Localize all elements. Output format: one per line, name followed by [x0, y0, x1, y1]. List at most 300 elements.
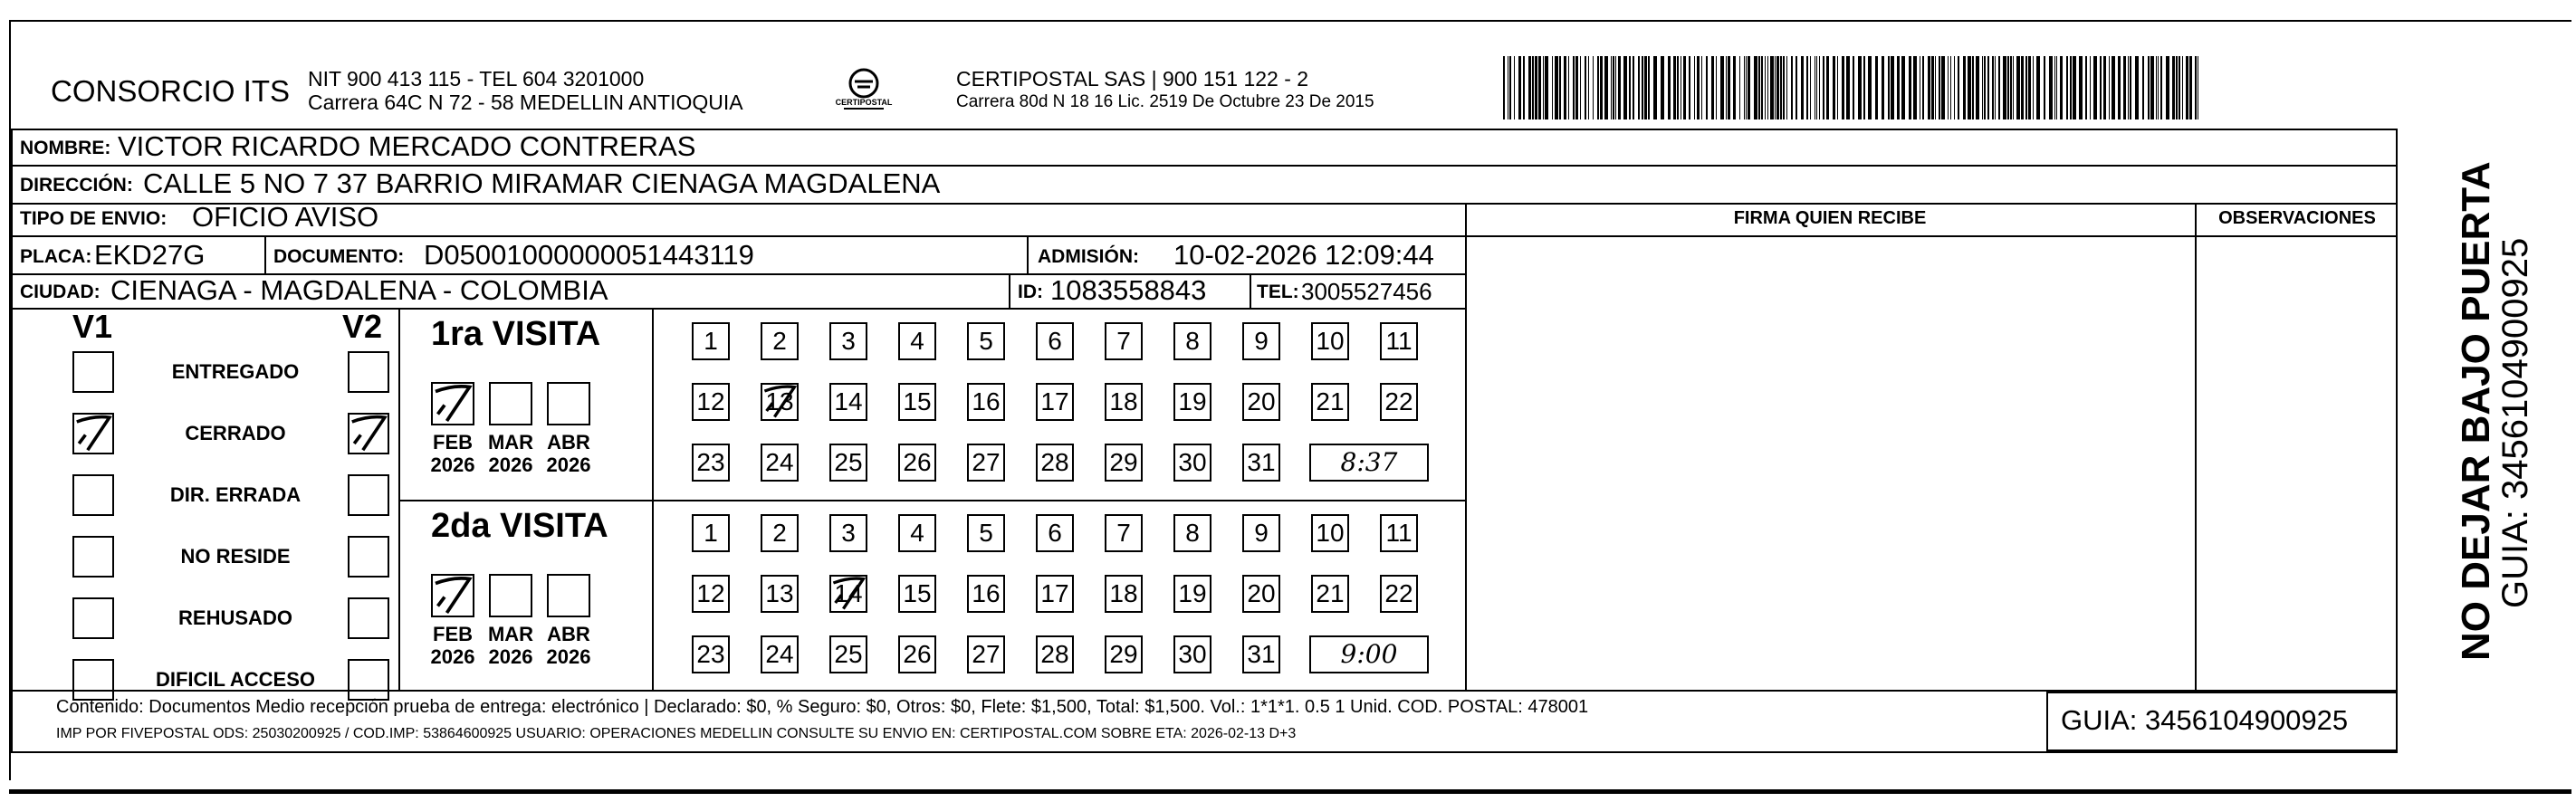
barcode-bar: [2195, 56, 2197, 119]
check-mark-icon: [431, 380, 476, 425]
barcode-bar: [2156, 56, 2157, 119]
day-cell[interactable]: 19: [1173, 575, 1211, 613]
barcode-bar: [1644, 56, 1647, 119]
barcode-bar: [1733, 56, 1736, 119]
id-divider: [1009, 275, 1010, 308]
check-mark-icon: [72, 411, 116, 454]
barcode-bar: [1514, 56, 1515, 119]
barcode-bar: [2044, 56, 2045, 119]
barcode-bar: [2142, 56, 2144, 119]
barcode-bar: [2160, 56, 2162, 119]
month-checkbox[interactable]: [489, 574, 532, 617]
day-cell[interactable]: 26: [898, 635, 936, 673]
v2-checkbox[interactable]: [348, 597, 389, 639]
v2-checkbox[interactable]: [348, 474, 389, 516]
barcode-bar: [1758, 56, 1760, 119]
day-cell[interactable]: 20: [1242, 383, 1280, 421]
day-cell[interactable]: 17: [1036, 575, 1074, 613]
day-cell[interactable]: 26: [898, 444, 936, 482]
id-value: 1083558843: [1050, 274, 1207, 306]
day-cell[interactable]: 27: [967, 635, 1005, 673]
top-edge: [9, 20, 2571, 22]
barcode-bar: [1888, 56, 1890, 119]
barcode-bar: [1728, 56, 1730, 119]
barcode-bar: [1706, 56, 1708, 119]
barcode-bar: [1552, 56, 1553, 119]
day-cell[interactable]: 25: [829, 635, 867, 673]
nombre-value: VICTOR RICARDO MERCADO CONTRERAS: [118, 130, 696, 162]
status-label: DIFICIL ACCESO: [155, 668, 315, 691]
barcode-bar: [1931, 56, 1934, 119]
barcode-bar: [1909, 56, 1911, 119]
check-mark-icon: [431, 572, 476, 617]
time-box[interactable]: 9:00: [1309, 635, 1429, 673]
day-cell[interactable]: 30: [1173, 444, 1211, 482]
v2-checkbox[interactable]: [348, 413, 389, 454]
barcode-bar: [1597, 56, 1599, 119]
month-checkbox[interactable]: [431, 382, 474, 425]
barcode-bar: [1726, 56, 1727, 119]
side-guia: GUIA: 3456104900925: [2495, 237, 2535, 608]
check-mark-icon: [829, 573, 869, 613]
footer-line2: IMP POR FIVEPOSTAL ODS: 25030200925 / COD.IMP: 53864600925 USUARIO: OPERACIONES MEDELLIN CONSULTE SU ENVIO EN: CERTIPOSTAL.COM SOBRE ETA: 2026-02-13 D+3: [56, 726, 1297, 741]
month-checkbox[interactable]: [547, 382, 590, 425]
barcode-bar: [1984, 56, 1986, 119]
day-cell[interactable]: 15: [898, 383, 936, 421]
barcode-bar: [2070, 56, 2072, 119]
year-label: 2026: [430, 645, 475, 668]
barcode-bar: [1982, 56, 1983, 119]
row-line-5: [11, 308, 1465, 310]
barcode-bar: [1642, 56, 1643, 119]
day-cell[interactable]: 1: [692, 514, 730, 552]
day-cell[interactable]: 24: [761, 635, 799, 673]
barcode-bar: [1941, 56, 1945, 119]
company-line1: NIT 900 413 115 - TEL 604 3201000: [308, 67, 645, 91]
barcode-bar: [1958, 56, 1959, 119]
day-cell[interactable]: 15: [898, 575, 936, 613]
day-cell[interactable]: 2: [761, 514, 799, 552]
barcode-bar: [1935, 56, 1936, 119]
year-label: 2026: [430, 454, 475, 476]
v1-checkbox[interactable]: [72, 413, 114, 454]
footer-guia: GUIA: 3456104900925: [2061, 704, 2349, 736]
day-cell[interactable]: 31: [1242, 635, 1280, 673]
barcode-bar: [1780, 56, 1782, 119]
v1-checkbox[interactable]: [72, 474, 114, 516]
barcode-bar: [2085, 56, 2087, 119]
barcode-bar: [1819, 56, 1820, 119]
day-cell[interactable]: 5: [967, 322, 1005, 360]
day-cell[interactable]: 14: [829, 575, 867, 613]
barcode-bar: [1545, 56, 1548, 119]
day-cell[interactable]: 12: [692, 575, 730, 613]
barcode-bar: [2128, 56, 2129, 119]
barcode-bar: [2056, 56, 2057, 119]
visit-title: 1ra VISITA: [431, 315, 601, 353]
barcode-bar: [1668, 56, 1671, 119]
barcode-bar: [1575, 56, 1578, 119]
day-cell[interactable]: 16: [967, 575, 1005, 613]
barcode-bar: [2060, 56, 2063, 119]
barcode-bar: [1972, 56, 1974, 119]
day-cell[interactable]: 14: [829, 383, 867, 421]
side-notice: NO DEJAR BAJO PUERTA: [2454, 161, 2498, 661]
month-checkbox[interactable]: [547, 574, 590, 617]
placa-label: PLACA:: [20, 246, 92, 267]
day-cell[interactable]: 23: [692, 444, 730, 482]
barcode-bar: [1987, 56, 1989, 119]
barcode-bar: [1611, 56, 1612, 119]
day-cell[interactable]: 18: [1105, 575, 1143, 613]
day-cell[interactable]: 20: [1242, 575, 1280, 613]
barcode-bar: [1998, 56, 2000, 119]
day-cell[interactable]: 9: [1242, 322, 1280, 360]
barcode-bar: [1588, 56, 1589, 119]
barcode-bar: [1826, 56, 1829, 119]
v2-checkbox[interactable]: [348, 351, 389, 393]
v1-label: V1: [72, 308, 113, 345]
month-checkbox[interactable]: [489, 382, 532, 425]
day-cell[interactable]: 22: [1380, 575, 1418, 613]
company-name: CONSORCIO ITS: [51, 74, 291, 108]
barcode-bar: [1775, 56, 1776, 119]
barcode: [1503, 56, 2200, 119]
barcode-bar: [2148, 56, 2150, 119]
barcode-bar: [1863, 56, 1865, 119]
day-cell[interactable]: 22: [1380, 383, 1418, 421]
barcode-bar: [1580, 56, 1581, 119]
barcode-bar: [2186, 56, 2188, 119]
day-cell[interactable]: 29: [1105, 444, 1143, 482]
barcode-bar: [2182, 56, 2183, 119]
id-label: ID:: [1018, 282, 1043, 302]
row-line-3: [11, 235, 2398, 237]
month-label: FEB: [433, 431, 473, 454]
barcode-bar: [1833, 56, 1835, 119]
barcode-bar: [1503, 56, 1505, 119]
bottom-edge: [9, 789, 2571, 794]
tel-divider: [1250, 275, 1251, 308]
barcode-bar: [2073, 56, 2076, 119]
year-label: 2026: [488, 454, 533, 476]
barcode-bar: [1573, 56, 1575, 119]
barcode-bar: [1720, 56, 1724, 119]
barcode-bar: [1837, 56, 1838, 119]
tel-value: 3005527456: [1301, 278, 1432, 305]
barcode-bar: [1528, 56, 1531, 119]
day-cell[interactable]: 13: [761, 575, 799, 613]
status-label: DIR. ERRADA: [169, 483, 302, 506]
day-cell[interactable]: 10: [1311, 514, 1349, 552]
barcode-bar: [1600, 56, 1603, 119]
barcode-bar: [2010, 56, 2012, 119]
v1-checkbox[interactable]: [72, 597, 114, 639]
row-line-1: [11, 165, 2398, 167]
barcode-bar: [2013, 56, 2014, 119]
barcode-bar: [2028, 56, 2031, 119]
check-mark-icon: [761, 381, 800, 421]
barcode-bar: [1939, 56, 1940, 119]
logo-text: CERTIPOSTAL: [835, 98, 893, 107]
barcode-bar: [1694, 56, 1695, 119]
v1-checkbox[interactable]: [72, 351, 114, 393]
barcode-bar: [1816, 56, 1817, 119]
barcode-bar: [1653, 56, 1657, 119]
status-label: CERRADO: [185, 422, 286, 444]
barcode-bar: [1995, 56, 1996, 119]
year-label: 2026: [488, 645, 533, 668]
barcode-bar: [2003, 56, 2006, 119]
barcode-bar: [1954, 56, 1955, 119]
barcode-bar: [1555, 56, 1558, 119]
barcode-bar: [1950, 56, 1951, 119]
placa-value: EKD27G: [94, 239, 206, 271]
barcode-bars: [1503, 56, 2200, 119]
footer-line1: Contenido: Documentos Medio recepción prueba de entrega: electrónico | Declarado: $0, % Seguro: $0, Otros: $0, Flete: $1,500, Total: $1,500. Vol.: 1*1*1. 0.5 1 Unid. COD. POSTAL: 478001: [56, 697, 1589, 717]
day-cell[interactable]: 2: [761, 322, 799, 360]
barcode-bar: [1716, 56, 1717, 119]
barcode-bar: [2100, 56, 2102, 119]
month-label: FEB: [433, 623, 473, 645]
barcode-bar: [1744, 56, 1745, 119]
barcode-bar: [1613, 56, 1614, 119]
day-cell[interactable]: 4: [898, 322, 936, 360]
barcode-bar: [1882, 56, 1884, 119]
firma-left-divider: [1465, 203, 1467, 690]
day-cell[interactable]: 8: [1173, 322, 1211, 360]
barcode-bar: [1810, 56, 1811, 119]
barcode-bar: [1523, 56, 1525, 119]
barcode-bar: [1711, 56, 1714, 119]
barcode-bar: [2054, 56, 2055, 119]
barcode-bar: [1661, 56, 1664, 119]
day-cell[interactable]: 23: [692, 635, 730, 673]
day-cell[interactable]: 6: [1036, 514, 1074, 552]
admision-divider: [1027, 237, 1029, 273]
nombre-label: NOMBRE:: [20, 138, 111, 158]
barcode-bar: [1776, 56, 1779, 119]
placa-divider: [264, 235, 266, 273]
barcode-bar: [1853, 56, 1854, 119]
day-cell[interactable]: 7: [1105, 322, 1143, 360]
day-cell[interactable]: 18: [1105, 383, 1143, 421]
day-cell[interactable]: 12: [692, 383, 730, 421]
documento-label: DOCUMENTO:: [273, 246, 405, 267]
barcode-bar: [2130, 56, 2131, 119]
carrier-line1: CERTIPOSTAL SAS | 900 151 122 - 2: [956, 67, 1309, 91]
barcode-bar: [1677, 56, 1679, 119]
barcode-bar: [1875, 56, 1878, 119]
status-divider: [398, 308, 400, 690]
day-cell[interactable]: 17: [1036, 383, 1074, 421]
barcode-bar: [1746, 56, 1747, 119]
barcode-bar: [2158, 56, 2159, 119]
barcode-bar: [2150, 56, 2154, 119]
direccion-label: DIRECCIÓN:: [20, 175, 133, 196]
day-cell[interactable]: 5: [967, 514, 1005, 552]
barcode-bar: [1770, 56, 1774, 119]
barcode-bar: [1593, 56, 1594, 119]
day-cell[interactable]: 8: [1173, 514, 1211, 552]
day-cell[interactable]: 25: [829, 444, 867, 482]
barcode-bar: [1535, 56, 1537, 119]
day-cell[interactable]: 1: [692, 322, 730, 360]
barcode-bar: [2123, 56, 2126, 119]
months-divider: [652, 308, 654, 690]
direccion-value: CALLE 5 NO 7 37 BARRIO MIRAMAR CIENAGA MAGDALENA: [143, 167, 941, 199]
barcode-bar: [2093, 56, 2097, 119]
ciudad-value: CIENAGA - MAGDALENA - COLOMBIA: [110, 274, 608, 306]
day-cell[interactable]: 28: [1036, 444, 1074, 482]
barcode-bar: [1564, 56, 1566, 119]
barcode-bar: [1891, 56, 1894, 119]
day-cell[interactable]: 30: [1173, 635, 1211, 673]
tipo-label: TIPO DE ENVIO:: [20, 208, 168, 229]
barcode-bar: [1858, 56, 1862, 119]
barcode-bar: [1846, 56, 1850, 119]
barcode-bar: [1604, 56, 1608, 119]
barcode-bar: [2109, 56, 2110, 119]
admision-label: ADMISIÓN:: [1038, 246, 1139, 267]
visit-split-line: [398, 500, 1465, 501]
status-label: NO RESIDE: [180, 545, 291, 568]
barcode-bar: [2172, 56, 2175, 119]
barcode-bar: [1689, 56, 1690, 119]
day-cell[interactable]: 10: [1311, 322, 1349, 360]
barcode-bar: [2176, 56, 2178, 119]
barcode-bar: [1697, 56, 1700, 119]
barcode-bar: [2007, 56, 2009, 119]
barcode-bar: [1783, 56, 1785, 119]
day-cell[interactable]: 27: [967, 444, 1005, 482]
barcode-bar: [1761, 56, 1763, 119]
admision-value: 10-02-2026 12:09:44: [1173, 239, 1434, 271]
barcode-bar: [1648, 56, 1650, 119]
month-label: ABR: [547, 431, 590, 454]
obs-left-divider: [2195, 203, 2197, 690]
barcode-bar: [1786, 56, 1787, 119]
day-cell[interactable]: 28: [1036, 635, 1074, 673]
barcode-bar: [1739, 56, 1740, 119]
barcode-bar: [1623, 56, 1627, 119]
firma-header: FIRMA QUIEN RECIBE: [1733, 208, 1927, 228]
v1-checkbox[interactable]: [72, 536, 114, 578]
tipo-value: OFICIO AVISO: [192, 201, 379, 233]
day-cell[interactable]: 6: [1036, 322, 1074, 360]
year-label: 2026: [546, 645, 591, 668]
day-cell[interactable]: 4: [898, 514, 936, 552]
observaciones-header: OBSERVACIONES: [2218, 208, 2376, 228]
visit-title: 2da VISITA: [431, 507, 608, 545]
day-cell[interactable]: 13: [761, 383, 799, 421]
barcode-bar: [1767, 56, 1768, 119]
barcode-bar: [2079, 56, 2083, 119]
barcode-bar: [2135, 56, 2139, 119]
day-cell[interactable]: 11: [1380, 322, 1418, 360]
day-cell[interactable]: 16: [967, 383, 1005, 421]
day-cell[interactable]: 3: [829, 322, 867, 360]
barcode-bar: [1801, 56, 1804, 119]
barcode-bar: [1629, 56, 1631, 119]
day-cell[interactable]: 3: [829, 514, 867, 552]
barcode-bar: [1963, 56, 1966, 119]
day-cell[interactable]: 19: [1173, 383, 1211, 421]
company-line2: Carrera 64C N 72 - 58 MEDELLIN ANTIOQUIA: [308, 91, 743, 114]
barcode-bar: [1701, 56, 1702, 119]
certipostal-logo: [837, 63, 891, 118]
barcode-bar: [1968, 56, 1971, 119]
documento-value: D05001000000051443119: [424, 239, 754, 271]
day-cell[interactable]: 7: [1105, 514, 1143, 552]
barcode-bar: [1615, 56, 1616, 119]
barcode-bar: [1754, 56, 1757, 119]
tel-label: TEL:: [1257, 282, 1299, 302]
barcode-bar: [1796, 56, 1797, 119]
day-cell[interactable]: 31: [1242, 444, 1280, 482]
v1-checkbox[interactable]: [72, 659, 114, 701]
barcode-bar: [1633, 56, 1634, 119]
v2-checkbox[interactable]: [348, 536, 389, 578]
ciudad-label: CIUDAD:: [20, 282, 101, 302]
check-mark-icon: [348, 411, 391, 454]
day-cell[interactable]: 21: [1311, 383, 1349, 421]
barcode-bar: [1928, 56, 1930, 119]
barcode-bar: [1913, 56, 1917, 119]
day-cell[interactable]: 11: [1380, 514, 1418, 552]
day-cell[interactable]: 29: [1105, 635, 1143, 673]
barcode-bar: [2189, 56, 2192, 119]
barcode-bar: [1806, 56, 1808, 119]
barcode-bar: [1559, 56, 1561, 119]
barcode-bar: [2016, 56, 2020, 119]
year-label: 2026: [546, 454, 591, 476]
time-box[interactable]: 8:37: [1309, 444, 1429, 482]
barcode-bar: [2066, 56, 2068, 119]
barcode-bar: [2118, 56, 2121, 119]
barcode-bar: [1897, 56, 1900, 119]
barcode-bar: [1901, 56, 1905, 119]
barcode-bar: [2033, 56, 2034, 119]
barcode-bar: [2112, 56, 2115, 119]
barcode-bar: [1683, 56, 1686, 119]
month-checkbox[interactable]: [431, 574, 474, 617]
v2-label: V2: [342, 308, 383, 345]
barcode-bar: [1976, 56, 1979, 119]
v2-checkbox[interactable]: [348, 659, 389, 701]
barcode-bar: [1748, 56, 1750, 119]
day-cell[interactable]: 9: [1242, 514, 1280, 552]
barcode-bar: [1618, 56, 1621, 119]
day-cell[interactable]: 24: [761, 444, 799, 482]
barcode-bar: [1992, 56, 1994, 119]
barcode-bar: [2025, 56, 2027, 119]
barcode-bar: [2103, 56, 2106, 119]
barcode-bar: [1823, 56, 1824, 119]
barcode-bar: [1842, 56, 1844, 119]
barcode-bar: [1518, 56, 1521, 119]
day-cell[interactable]: 21: [1311, 575, 1349, 613]
carrier-line2: Carrera 80d N 18 16 Lic. 2519 De Octubre 23 De 2015: [956, 92, 1374, 111]
barcode-bar: [2090, 56, 2091, 119]
barcode-bar: [1585, 56, 1586, 119]
barcode-bar: [2166, 56, 2169, 119]
month-label: MAR: [487, 623, 534, 645]
barcode-bar: [1868, 56, 1872, 119]
barcode-bar: [1948, 56, 1949, 119]
barcode-bar: [2179, 56, 2180, 119]
barcode-bar: [2021, 56, 2024, 119]
